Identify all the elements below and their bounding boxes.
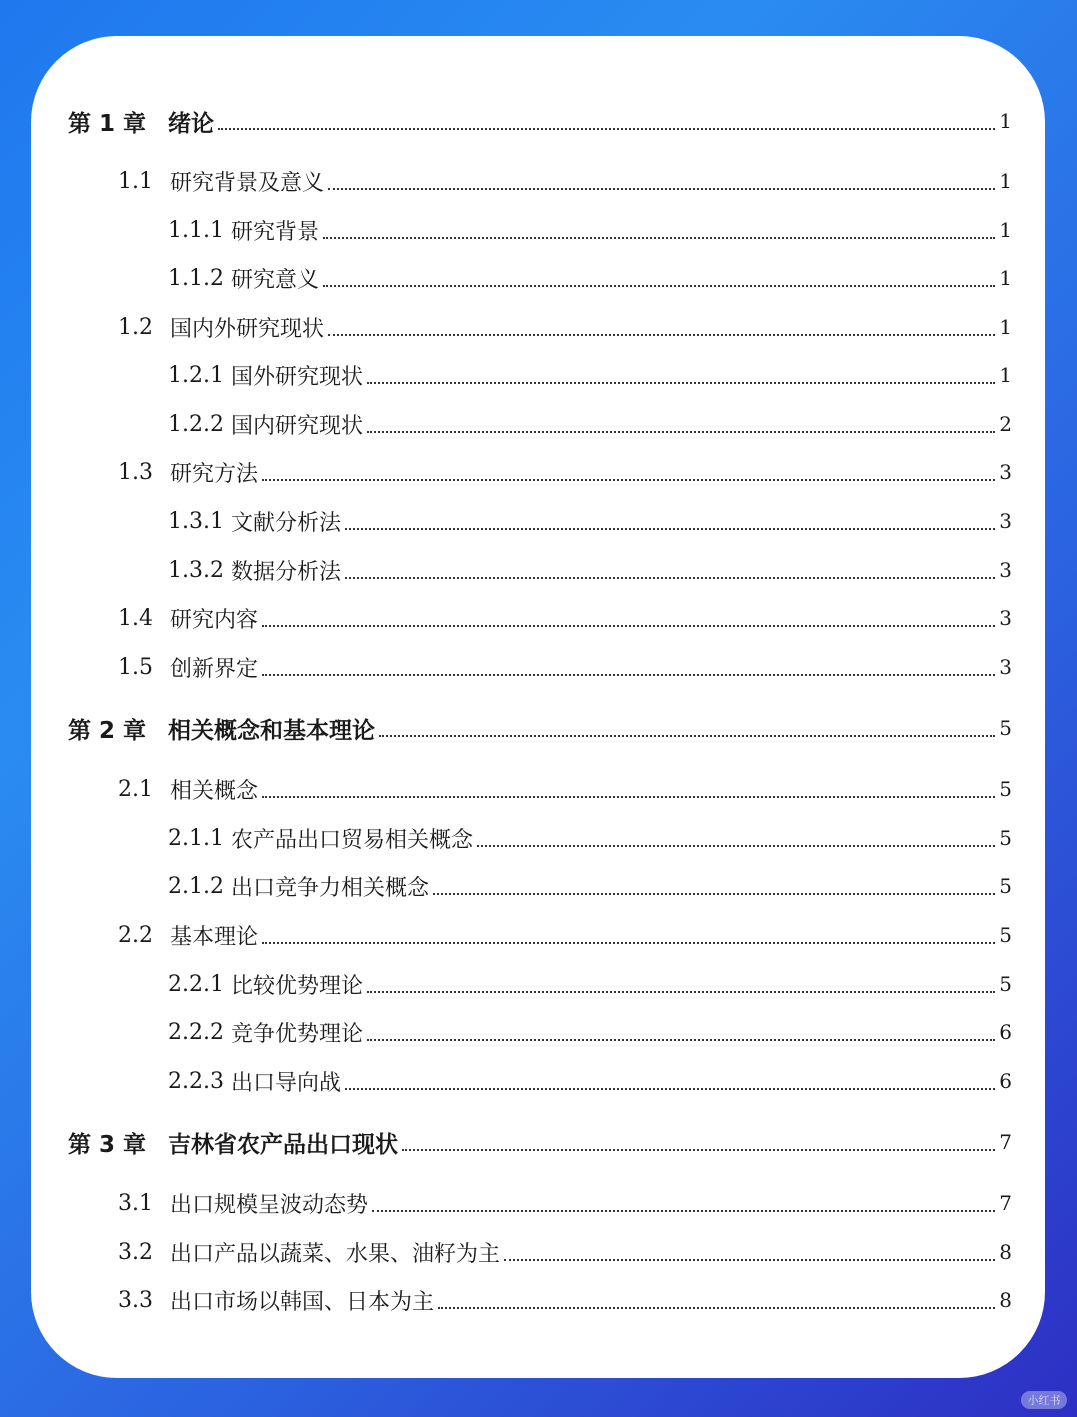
toc-entry-title: 吉林省农产品出口现状 <box>168 1131 398 1158</box>
toc-entry-number: 1.3.2 <box>168 557 224 583</box>
toc-entry-number: 1.1.2 <box>168 265 224 291</box>
toc-entry-title: 数据分析法 <box>231 559 342 585</box>
toc-entry-page: 7 <box>999 1191 1012 1215</box>
dot-leader <box>367 1039 995 1041</box>
toc-entry-number: 2.1.1 <box>168 825 224 851</box>
dot-leader <box>328 334 995 336</box>
dot-leader <box>367 382 995 384</box>
toc-entry-title: 国内外研究现状 <box>170 316 325 342</box>
toc-entry-number: 2.2.2 <box>168 1019 224 1045</box>
toc-entry-title: 出口产品以蔬菜、水果、油籽为主 <box>170 1241 501 1267</box>
toc-entry-chapter[interactable] <box>68 101 1012 141</box>
toc-entry-number: 3.1 <box>118 1190 153 1216</box>
toc-entry-title: 文献分析法 <box>231 510 342 536</box>
dot-leader <box>379 735 995 737</box>
toc-entry-page: 8 <box>999 1288 1012 1312</box>
toc-entry-number: 2.1 <box>118 776 153 802</box>
toc-entry-section[interactable] <box>118 161 1012 201</box>
dot-leader <box>262 625 995 627</box>
dot-leader <box>262 942 995 944</box>
toc-entry-subsection[interactable] <box>168 550 1012 590</box>
toc-entry-page: 5 <box>999 716 1012 740</box>
toc-entry-page: 5 <box>999 874 1012 898</box>
toc-entry-title: 相关概念和基本理论 <box>168 717 375 744</box>
dot-leader <box>262 796 995 798</box>
toc-entry-subsection[interactable] <box>168 258 1012 298</box>
toc-entry-number: 2.2.3 <box>168 1068 224 1094</box>
toc-entry-subsection[interactable] <box>168 355 1012 395</box>
table-of-contents <box>31 36 1045 1378</box>
toc-entry-page: 5 <box>999 826 1012 850</box>
toc-entry-title: 出口规模呈波动态势 <box>170 1192 369 1218</box>
dot-leader <box>328 188 995 190</box>
toc-entry-number: 3.2 <box>118 1239 153 1265</box>
toc-entry-subsection[interactable] <box>168 964 1012 1004</box>
dot-leader <box>367 991 995 993</box>
dot-leader <box>345 577 995 579</box>
toc-entry-number: 1.1 <box>118 168 153 194</box>
toc-entry-page: 2 <box>999 412 1012 436</box>
toc-entry-page: 1 <box>999 363 1012 387</box>
toc-entry-subsection[interactable] <box>168 404 1012 444</box>
toc-entry-number: 2.1.2 <box>168 873 224 899</box>
toc-entry-number: 第 1 章 <box>68 110 147 137</box>
toc-entry-page: 1 <box>999 315 1012 339</box>
toc-entry-title: 研究背景及意义 <box>170 170 325 196</box>
dot-leader <box>345 528 995 530</box>
dot-leader <box>438 1307 995 1309</box>
toc-entry-number: 1.4 <box>118 605 153 631</box>
toc-entry-subsection[interactable] <box>168 1012 1012 1052</box>
toc-entry-title: 研究背景 <box>231 219 320 245</box>
toc-entry-page: 5 <box>999 972 1012 996</box>
dot-leader <box>262 674 995 676</box>
toc-entry-page: 1 <box>999 109 1012 133</box>
toc-entry-page: 3 <box>999 509 1012 533</box>
dot-leader <box>323 285 995 287</box>
toc-entry-page: 1 <box>999 266 1012 290</box>
toc-entry-page: 3 <box>999 460 1012 484</box>
dot-leader <box>218 128 995 130</box>
dot-leader <box>345 1088 995 1090</box>
toc-entry-section[interactable] <box>118 452 1012 492</box>
toc-entry-subsection[interactable] <box>168 818 1012 858</box>
toc-entry-number: 第 2 章 <box>68 717 147 744</box>
toc-entry-title: 农产品出口贸易相关概念 <box>231 827 474 853</box>
toc-entry-section[interactable] <box>118 769 1012 809</box>
toc-entry-page: 3 <box>999 606 1012 630</box>
toc-entry-section[interactable] <box>118 598 1012 638</box>
toc-entry-title: 国内研究现状 <box>231 413 364 439</box>
toc-entry-subsection[interactable] <box>168 501 1012 541</box>
toc-entry-number: 3.3 <box>118 1287 153 1313</box>
toc-entry-title: 研究方法 <box>170 461 259 487</box>
toc-entry-number: 1.2.1 <box>168 362 224 388</box>
toc-entry-title: 创新界定 <box>170 656 259 682</box>
toc-entry-title: 比较优势理论 <box>231 973 364 999</box>
dot-leader <box>504 1259 995 1261</box>
dot-leader <box>477 845 995 847</box>
toc-entry-title: 竞争优势理论 <box>231 1021 364 1047</box>
toc-entry-title: 相关概念 <box>170 778 259 804</box>
toc-entry-title: 研究内容 <box>170 607 259 633</box>
dot-leader <box>433 893 995 895</box>
toc-entry-title: 绪论 <box>168 110 214 137</box>
toc-entry-title: 研究意义 <box>231 267 320 293</box>
toc-entry-title: 基本理论 <box>170 924 259 950</box>
toc-entry-page: 7 <box>999 1130 1012 1154</box>
toc-entry-page: 1 <box>999 169 1012 193</box>
toc-entry-section[interactable] <box>118 647 1012 687</box>
dot-leader <box>262 479 995 481</box>
toc-entry-subsection[interactable] <box>168 866 1012 906</box>
toc-entry-section[interactable] <box>118 1183 1012 1223</box>
toc-entry-title: 出口市场以韩国、日本为主 <box>170 1289 435 1315</box>
toc-card <box>31 36 1045 1378</box>
toc-entry-number: 1.2 <box>118 314 153 340</box>
toc-entry-number: 1.2.2 <box>168 411 224 437</box>
toc-entry-section[interactable] <box>118 1232 1012 1272</box>
dot-leader <box>367 431 995 433</box>
dot-leader <box>402 1149 995 1151</box>
toc-entry-number: 1.1.1 <box>168 217 224 243</box>
toc-entry-chapter[interactable] <box>68 708 1012 748</box>
toc-entry-number: 2.2 <box>118 922 153 948</box>
dot-leader <box>323 237 995 239</box>
toc-entry-page: 3 <box>999 655 1012 679</box>
toc-entry-page: 1 <box>999 218 1012 242</box>
toc-entry-section[interactable] <box>118 307 1012 347</box>
toc-entry-page: 8 <box>999 1240 1012 1264</box>
toc-entry-number: 第 3 章 <box>68 1131 147 1158</box>
toc-entry-number: 1.3 <box>118 459 153 485</box>
toc-entry-title: 出口导向战 <box>231 1070 342 1096</box>
toc-entry-chapter[interactable] <box>68 1122 1012 1162</box>
toc-entry-title: 出口竞争力相关概念 <box>231 875 430 901</box>
toc-entry-number: 1.3.1 <box>168 508 224 534</box>
toc-entry-page: 5 <box>999 923 1012 947</box>
toc-entry-section[interactable] <box>118 1280 1012 1320</box>
dot-leader <box>372 1210 995 1212</box>
toc-entry-page: 6 <box>999 1069 1012 1093</box>
toc-entry-page: 3 <box>999 558 1012 582</box>
toc-entry-title: 国外研究现状 <box>231 364 364 390</box>
toc-entry-subsection[interactable] <box>168 210 1012 250</box>
toc-entry-section[interactable] <box>118 915 1012 955</box>
toc-entry-number: 1.5 <box>118 654 153 680</box>
toc-entry-subsection[interactable] <box>168 1061 1012 1101</box>
toc-entry-page: 6 <box>999 1020 1012 1044</box>
watermark: 小红书 <box>1021 1391 1067 1409</box>
toc-entry-number: 2.2.1 <box>168 971 224 997</box>
toc-entry-page: 5 <box>999 777 1012 801</box>
